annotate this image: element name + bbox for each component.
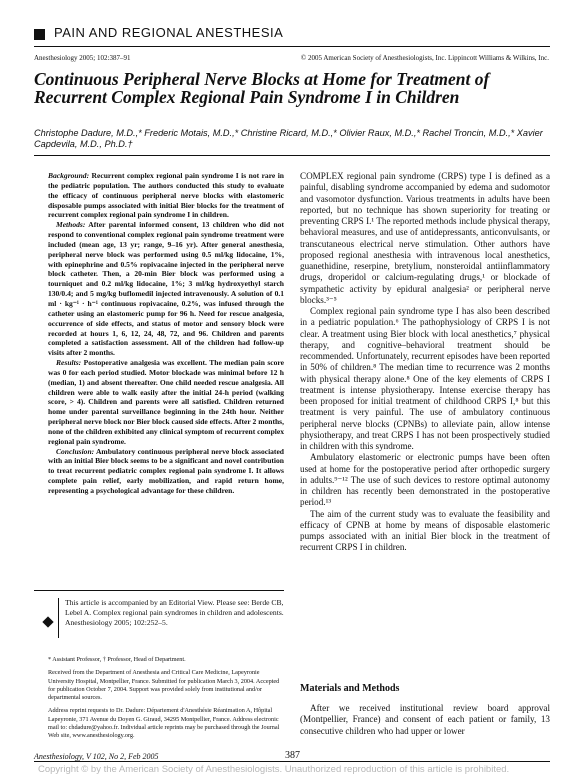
- methods-paragraph: After we received institutional review board approval (Montpellier, France) and consent of each patient or family, 13 consecutive children who had upper or lower: [300, 703, 550, 736]
- diamond-icon: [42, 616, 53, 627]
- footer-journal: Anesthesiology, V 102, No 2, Feb 2005: [34, 752, 159, 761]
- background-label: Background:: [48, 171, 90, 180]
- footnote-reprints: Address reprint requests to Dr. Dadure: Département d'Anesthésie Réanimation A, Hôpital Lapeyronie, 371 Avenue du Doyen G. Giraud, 34295 Montpellier, France. Address electronic mail to: chdadure@yahoo.fr. Individual article reprints may be purchased through the Journal Web site, www.anesthesiology.org.: [48, 707, 280, 740]
- section-title: PAIN AND REGIONAL ANESTHESIA: [54, 25, 284, 40]
- body-column: [300, 171, 550, 554]
- footnote-received: Received from the Department of Anesthesia and Critical Care Medicine, Lapeyronie University Hospital, Montpellier, France. Submitted for publication March 3, 2004. Accepted for publication October 7, 2004. Support was provided solely from institutional and/or departmental sources.: [48, 669, 280, 702]
- body-paragraph: Complex regional pain syndrome type I has also been described in a pediatric population.⁶ The pathophysiology of CRPS I is not clear. A treatment using Bier block with local anesthetics,⁷ physical therapy, and cognitive–behavioral treatment should be recommended. Unfortunately, recurrent episodes have been reported in 50% of children.⁸ The median time to recurrence was 2 months with physical therapy alone.⁸ One of the key elements of CRPS I treatment is intense physiotherapy. Intense exercise therapy has been proposed for initial treatment of childhood CRPS I,⁸ but this treatment is very painful. The use of ambulatory continuous peripheral nerve blocks (CPNBs) to alleviate pain, allow intense physiotherapy, and treat CRPS I has not been prospectively studied in children with this syndrome.: [300, 306, 550, 451]
- abstract-methods: [48, 220, 284, 358]
- abstract-results: [48, 358, 284, 447]
- body-paragraph: The aim of the current study was to evaluate the feasibility and efficacy of CPNB at home by means of disposable elastomeric pumps associated with an initial Bier block in the treatment of recurrent CRPS I in children.: [300, 508, 550, 553]
- conclusion-label: Conclusion:: [56, 446, 95, 456]
- editorial-text: This article is accompanied by an Editorial View. Please see: Berde CB, Lebel A. Complex regional pain syndromes in children and adolescents. Anesthesiology 2005; 102:252–5.: [58, 598, 287, 638]
- title-rule: [34, 155, 550, 156]
- methods-heading: Materials and Methods: [300, 683, 400, 694]
- abstract-conclusion: [48, 447, 284, 496]
- conclusion-text: Ambulatory continuous peripheral nerve block associated with an initial Bier block seems to be a significant and novel contribution to treat recurrent pediatric complex regional pain syndrome I. It allows complete pain relief, early mobilization, and rapid return home, representing a psychological advantage for these children.: [48, 446, 284, 495]
- body-paragraph: Ambulatory elastomeric or electronic pumps have been often used at home for the postoperative period after orthopedic surgery in adults.⁹⁻¹² The use of such devices to restore optimal autonomy in children has recently been demonstrated in the postoperative period.¹³: [300, 452, 550, 508]
- copyright-line: © 2005 American Society of Anesthesiologists, Inc. Lippincott Williams & Wilkins, Inc.: [300, 54, 549, 62]
- background-text: Recurrent complex regional pain syndrome I is not rare in the pediatric population. The authors conducted this study to evaluate the efficacy of continuous peripheral nerve blocks with elastomeric disposable pumps associated with initial Bier blocks for the treatment of recurrent complex regional pain syndrome I in children.: [48, 171, 284, 220]
- copyright-watermark: Copyright © by the American Society of Anesthesiologists. Unauthorized reproduction of this article is prohibited.: [38, 764, 510, 775]
- footer-rule: [34, 761, 550, 762]
- results-label: Results:: [56, 358, 82, 368]
- methods-label: Methods:: [56, 220, 86, 230]
- abstract: [48, 171, 284, 496]
- author-list: Christophe Dadure, M.D.,* Frederic Motais, M.D.,* Christine Ricard, M.D.,* Olivier Raux, M.D.,* Rachel Troncin, M.D.,* Xavier Capdevila, M.D., Ph.D.†: [34, 128, 543, 149]
- methods-text: After parental informed consent, 13 children who did not respond to conventional complex regional pain syndrome treatment were included (mean age, 13 yr; range, 9–16 yr). After general anesthesia, peripheral nerve block was performed using 0.5 ml/kg lidocaine, 1%, with epinephrine and 0.5% ropivacaine injected in the peripheral nerve block catheter. Then, a 20-min Bier block was performed using a tourniquet and 0.2 ml/kg lidocaine, 1%; 3 ml/kg hydroxyethyl starch 130/0.4; and 5 mg/kg buflomedil injected intravenously. A solution of 0.1 ml · kg⁻¹ · h⁻¹ continuous ropivacaine, 0.2%, was infused through the catheter using an elastomeric pump for 96 h. Need for rescue analgesia, occurrence of side effects, and status of motor and sensory block were recorded at hours 1, 6, 12, 24, 48, 72, and 96. Children and parents completed a satisfaction assessment. All of the children had follow-up visits after 2 months.: [48, 220, 284, 358]
- abstract-background: [48, 171, 284, 220]
- header-rule: [34, 46, 550, 47]
- editorial-note: [34, 598, 284, 646]
- body-paragraph: COMPLEX regional pain syndrome (CRPS) type I is defined as a painful, disabling syndrome accompanied by edema and sudomotor and vasomotor dysfunction. Various treatments in adults have been reported, but no technique has shown superiority for treating or preventing CRPS I.¹ The reported methods include physical therapy, behavioral measures, and use of antidepressants, anticonvulsants, or transcutaneous electrical nerve stimulation. Other authors have proposed regional anesthesia with intravenous local anesthetics, guanethidine, reserpine, bretylium, nonsteroidal antiinflammatory drugs, droperidol or calcium-regulating drugs,¹ or blockade of sympathetic activity by epidural analgesia² or peripheral nerve blocks.³⁻⁵: [300, 171, 550, 305]
- article-title: Continuous Peripheral Nerve Blocks at Home for Treatment of Recurrent Complex Regional Pain Syndrome I in Children: [34, 69, 490, 107]
- journal-citation: Anesthesiology 2005; 102:387–91: [34, 54, 131, 62]
- footnotes: [48, 656, 284, 746]
- page-number: 387: [285, 750, 300, 761]
- footnote-positions: * Assistant Professor, † Professor, Head of Department.: [48, 656, 186, 663]
- results-text: Postoperative analgesia was excellent. The median pain score was 0 for each period studied. Motor blockade was minimal before 12 h (median, 1) and absent thereafter. One child needed rescue analgesia. All children were able to walk easily after the initial 24-h period (walking score, > 4). Children and parents were all satisfied. Children returned home under parental surveillance beginning in the 24th hour. Neither peripheral nerve block nor Bier block caused side effects. After 2 months, none of the children exhibited any clinical symptom of recurrent complex regional pain syndrome.: [48, 358, 284, 446]
- abstract-rule: [34, 590, 284, 591]
- section-header: [34, 27, 554, 47]
- section-square-icon: [34, 29, 45, 40]
